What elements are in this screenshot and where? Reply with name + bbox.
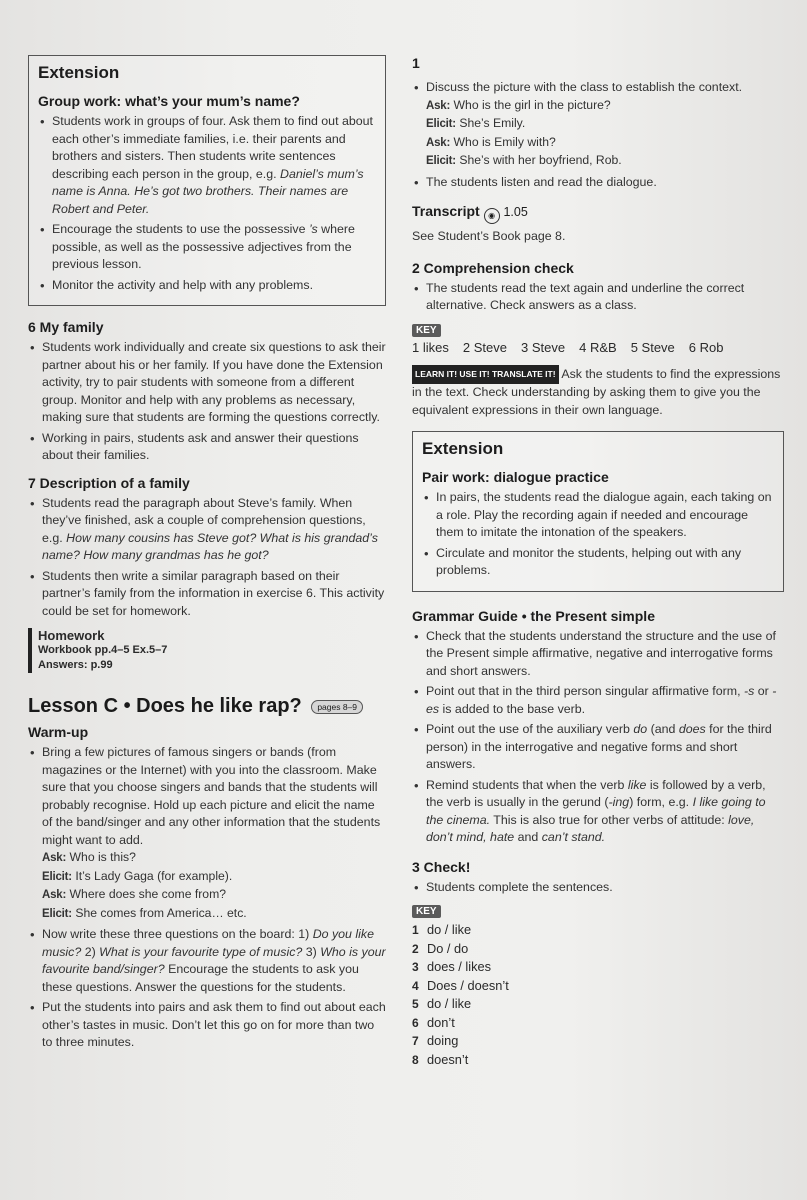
key-answer: 6 don’t — [412, 1014, 455, 1030]
homework-block — [28, 628, 386, 673]
list-item: • The students read the text again and underline the correct alternative. Check answers as a class. — [426, 280, 784, 315]
homework-workbook: Workbook pp.4–5 Ex.5–7 — [38, 644, 168, 656]
list-item: • Students complete the sentences. — [426, 879, 784, 897]
extension-bullets — [38, 113, 377, 294]
dialogue-line: Ask: Who is Emily with? — [426, 134, 556, 149]
section-title: 2 Comprehension check — [412, 259, 574, 276]
extension-title: Extension — [38, 63, 120, 82]
dialogue-line: Ask: Who is this? — [42, 850, 136, 864]
key-answer: 5 Steve — [630, 339, 675, 355]
section-title: Warm-up — [28, 724, 89, 740]
dialogue-line: Ask: Who is the girl in the picture? — [426, 97, 611, 112]
section-bullets — [28, 495, 386, 621]
extension-title: Extension — [422, 439, 504, 458]
section-warmup — [28, 724, 386, 1052]
list-item: • Encourage the students to use the possessive ’s where possible, as well as the possessive adjectives from the previous lesson. — [52, 221, 377, 274]
dialogue-line: Elicit: It’s Lady Gaga (for example). — [42, 868, 233, 883]
list-item: • Point out the use of the auxiliary verb do (and does for the third person) in the interrogative and negative forms and short answers. — [426, 721, 784, 774]
list-item: • Students work individually and create six questions to ask their partner about his or her family. If you have done the Extension activity, try to pair students with someone from a different group. Monitor and help with any problems as necessary, making sure that students are forming the questions correctly. — [42, 339, 386, 427]
key-answer: 3 does / likes — [412, 959, 492, 974]
section-1 — [412, 55, 784, 191]
section-bullets — [412, 628, 784, 847]
section-check — [412, 859, 784, 1070]
left-column — [28, 55, 386, 1055]
list-item: • Put the students into pairs and ask them to find out about each other’s tastes in music. Don’t let this go on for more than two to three minutes. — [42, 999, 386, 1052]
section-title: 6 My family — [28, 319, 104, 335]
extension-bullets — [422, 489, 775, 580]
list-item: • Monitor the activity and help with any problems. — [52, 277, 377, 295]
section-bullets — [28, 339, 386, 465]
key-answer: 2 Steve — [462, 339, 507, 355]
key-answer: 4 R&B — [579, 339, 617, 355]
section-my-family — [28, 319, 386, 465]
homework-title: Homework — [38, 628, 105, 643]
section-comprehension — [412, 260, 784, 420]
list-item: • In pairs, the students read the dialogue again, each taking on a role. Play the recording again if needed and encourage them to imitate the intonation of the speakers. — [436, 489, 775, 542]
list-item: • Students work in groups of four. Ask them to find out about each other’s immediate families, i.e. their parents and brothers and sisters. Then students write sentences describing each person in the group, e.g. Daniel’s mum’s name is Anna. He’s got two brothers. Their names are Robert and Peter. — [52, 113, 377, 218]
list-item: • Discuss the picture with the class to establish the context. Ask: Who is the girl in the picture? Elicit: She’s Emily. Ask: Who is Emily with? Elicit: She’s with her boyfriend, Rob. — [426, 79, 784, 171]
key-badge: KEY — [412, 905, 441, 918]
homework-answers: Answers: p.99 — [38, 659, 113, 671]
key-answer: 2 Do / do — [412, 940, 469, 956]
section-bullets — [412, 879, 784, 897]
list-item: • Students then write a similar paragraph based on their partner’s family from the information in exercise 6. This activity could be set for homework. — [42, 568, 386, 621]
transcript-text: See Student’s Book page 8. — [412, 229, 566, 243]
list-item: • Working in pairs, students ask and answer their questions about their families. — [42, 430, 386, 465]
key-answer: 6 Rob — [688, 339, 724, 355]
key-answer: 4 Does / doesn’t — [412, 977, 509, 993]
audio-cd-icon: ◉ — [484, 208, 500, 224]
section-grammar-guide — [412, 608, 784, 847]
key-answers — [412, 340, 784, 355]
key-answer: 5 do / like — [412, 996, 472, 1011]
list-item: • Remind students that when the verb like is followed by a verb, the verb is usually in the gerund (-ing) form, e.g. I like going to the cinema. This is also true for other verbs of attitude: love, don’t mind, hate and can’t stand. — [426, 777, 784, 847]
dialogue-line: Elicit: She’s Emily. — [426, 116, 526, 130]
section-title: Grammar Guide • the Present simple — [412, 607, 655, 624]
extension-box-group-work — [28, 55, 386, 306]
section-transcript — [412, 203, 784, 246]
list-item: • Bring a few pictures of famous singers or bands (from magazines or the Internet) with you into the classroom. Make sure that you choose singers and bands that the students will probably recognise. Hold up each picture and elicit the name of the band/singer and any other information that the students might want to add. Ask: Who is this? Elicit: It’s Lady Gaga (for example). Ask: Where does she come from? Elicit: She comes from America… etc. — [42, 744, 386, 923]
key-answer: 3 Steve — [520, 339, 566, 355]
list-item: • Check that the students understand the structure and the use of the Present simple affirmative, negative and interrogative forms and short answers. — [426, 628, 784, 681]
extension-heading: Group work: what’s your mum’s name? — [38, 93, 300, 109]
transcript-title: Transcript ◉ 1.05 — [412, 203, 784, 224]
section-bullets — [412, 79, 784, 191]
section-bullets — [412, 280, 784, 315]
key-badge: KEY — [412, 324, 441, 337]
list-item: • Now write these three questions on the board: 1) Do you like music? 2) What is your favourite type of music? 3) Who is your favourite band/singer? Encourage the students to ask you these questions. Answer the questions for the students. — [42, 926, 386, 996]
key-answer: 1 do / like — [412, 922, 472, 937]
lesson-title-text: Lesson C • Does he like rap? — [28, 695, 302, 717]
dialogue-line: Elicit: She’s with her boyfriend, Rob. — [426, 153, 622, 167]
section-title: 7 Description of a family — [28, 474, 190, 491]
section-number: 1 — [412, 55, 420, 71]
dialogue-line: Elicit: She comes from America… etc. — [42, 905, 247, 920]
section-title: 3 Check! — [412, 858, 471, 875]
dialogue-line: Ask: Where does she come from? — [42, 887, 227, 901]
section-description — [28, 475, 386, 621]
extension-heading: Pair work: dialogue practice — [422, 469, 609, 485]
list-item: • Students read the paragraph about Steve’s family. When they’ve finished, ask a couple of comprehension questions, e.g. How many cousins has Steve got? What is his grandad’s name? How many grandmas has he got? — [42, 495, 386, 565]
right-column — [412, 55, 784, 1069]
pages-badge: pages 8–9 — [311, 700, 363, 714]
extension-box-pair-work — [412, 431, 784, 592]
section-bullets — [28, 744, 386, 1052]
lesson-title — [28, 695, 386, 718]
list-item: • Point out that in the third person singular affirmative form, -s or -es is added to the base verb. — [426, 683, 784, 718]
key-answer: 1 likes — [412, 339, 449, 355]
check-answers — [412, 921, 784, 1069]
key-answer: 7 doing — [412, 1033, 459, 1048]
learn-it-paragraph: LEARN IT! USE IT! TRANSLATE IT! Ask the students to find the expressions in the text. Check understanding by asking them to give you the equivalent expressions in their own language. — [412, 366, 781, 417]
list-item: • The students listen and read the dialogue. — [426, 174, 784, 192]
learn-it-badge: LEARN IT! USE IT! TRANSLATE IT! — [412, 365, 559, 385]
list-item: • Circulate and monitor the students, helping out with any problems. — [436, 545, 775, 580]
track-number: 1.05 — [503, 205, 528, 219]
key-answer: 8 doesn’t — [412, 1051, 469, 1067]
